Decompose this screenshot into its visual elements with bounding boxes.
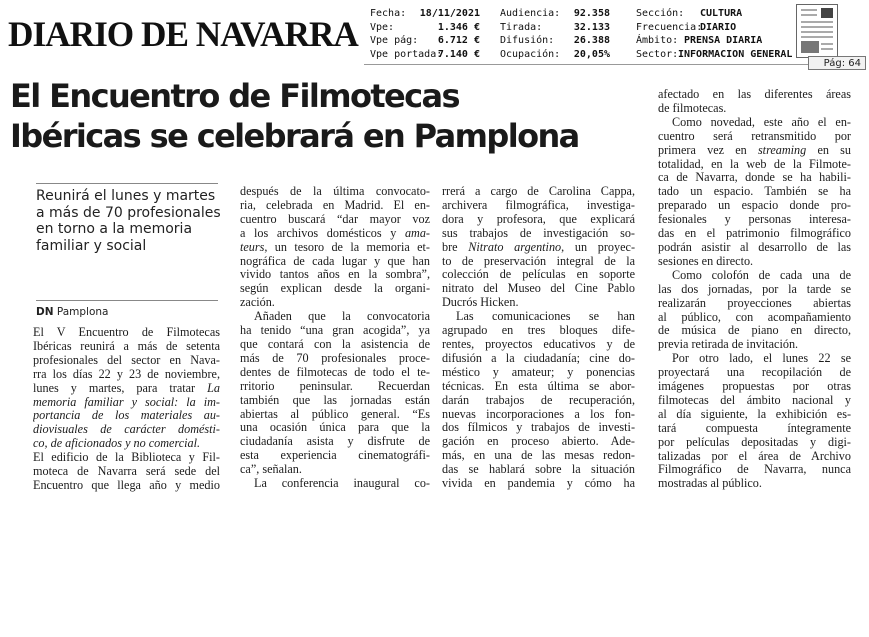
article-text-line: diovisuales de carácter domésti-	[33, 423, 220, 437]
article-text-line: Filmográfico de Navarra, nunca	[658, 463, 851, 477]
article-text-line: rrerá a cargo de Carolina Cappa,	[442, 185, 635, 198]
article-text-line: por películas depositadas y digi-	[658, 435, 851, 449]
article-text-line: to de preservación integral de la	[442, 254, 635, 268]
article-text-line: lunes y martes, para tratar La	[33, 381, 220, 395]
meta-value: 1.346 €	[437, 21, 480, 33]
article-text-line: tado un espacio. También se ha	[658, 185, 851, 199]
article-text-line: vivida en pandemia y cómo ha	[442, 477, 635, 491]
article-text-line: primera vez en streaming en su	[658, 143, 851, 157]
article-text-line: realizarán proyecciones abiertas	[658, 296, 851, 310]
thumbnail-line	[821, 43, 833, 45]
article-text-line: bre Nitrato argentino, un proyec-	[442, 240, 635, 254]
byline	[36, 306, 108, 318]
article-text-line: memoria familiar y social: la im-	[33, 395, 220, 409]
article-text-line: moteca de Navarra será sede del	[33, 465, 220, 479]
meta-value: PRENSA DIARIA	[684, 35, 763, 47]
article-text-line: rentes, proyectos educativos y de	[442, 337, 635, 351]
article-text-line: mostradas al público.	[658, 477, 762, 491]
meta-column-audience	[500, 7, 610, 61]
article-text-line: ha tenido “una gran acogida”, ya	[240, 324, 430, 338]
thumbnail-line	[801, 31, 833, 33]
article-text-line: Como novedad, este año el en-	[672, 115, 851, 129]
article-text-line: das en el patrimonio filmográfico	[658, 227, 851, 241]
meta-value: 18/11/2021	[419, 8, 480, 19]
article-text-line: al día siguiente, la exhibición es-	[658, 407, 851, 421]
byline-place: Pamplona	[56, 306, 109, 318]
article-text-line: al público, con acompañamiento	[658, 310, 851, 324]
headline-line: El Encuentro de Filmotecas	[10, 77, 459, 115]
article-text-line: El edificio de la Biblioteca y Fil-	[33, 451, 220, 465]
article-text-line: ria, celebrada en Madrid. El en-	[240, 198, 430, 212]
article-text-line: más, en una de las mesas redon-	[442, 449, 635, 463]
article-text-line: profesionales del sector en Nava-	[33, 353, 220, 367]
page-thumbnail	[796, 4, 838, 58]
meta-row: Sección: CULTURA	[636, 8, 743, 19]
article-text-line: talizadas por el área de Archivo	[658, 449, 851, 463]
article-text-line: teurs, un tesoro de la memoria et-	[240, 240, 430, 254]
article-text-line: Encuentro que llega año y medio	[33, 478, 220, 492]
article-column-1	[33, 326, 220, 493]
article-text-line: esta experiencia cinematográfi-	[240, 449, 430, 463]
header-divider	[364, 64, 808, 65]
article-text-line: El V Encuentro de Filmotecas	[33, 326, 220, 339]
meta-value: 7.140 €	[437, 48, 480, 60]
article-text-line: ciudadanía asista y disfrute de	[240, 435, 430, 449]
newspaper-masthead: DIARIO DE NAVARRA	[8, 14, 358, 54]
article-column-2	[240, 185, 430, 491]
meta-row: Audiencia: 92.358	[500, 8, 610, 19]
article-text-line: portancia de los materiales au-	[33, 409, 220, 423]
article-text-line: zación.	[240, 296, 275, 310]
article-text-line: méstico y amateur; y ponencias	[442, 365, 635, 379]
article-text-line: totalidad, en la web de la Filmote-	[658, 157, 851, 171]
article-subtitle: Reunirá el lunes y martes a más de 70 profesionales en torno a la memoria familiar y social	[36, 188, 221, 254]
article-text-line: das se hablará sobre la situación	[442, 463, 635, 477]
article-text-line: según explican desde la organi-	[240, 282, 430, 296]
article-text-line: nitrato del Museo del Cine Pablo	[442, 282, 635, 296]
article-text-line: ca de Navarra, donde se ha habili-	[658, 171, 851, 185]
article-text-line: nuevas incorporaciones a los fon-	[442, 407, 635, 421]
thumbnail-line	[801, 14, 817, 16]
article-text-line: Ducrós Hicken.	[442, 296, 519, 310]
meta-row: Ámbito: PRENSA DIARIA	[636, 35, 763, 47]
meta-row: Ocupación: 20,05%	[500, 48, 610, 60]
thumbnail-line	[801, 9, 817, 11]
article-text-line: sesiones en directo.	[658, 254, 754, 268]
meta-column-dates	[370, 7, 480, 61]
article-text-line: más de 70 profesionales proce-	[240, 351, 430, 365]
meta-value: 92.358	[573, 8, 610, 19]
meta-value: INFORMACION GENERAL	[678, 48, 793, 60]
article-text-line: ca”, señalan.	[240, 463, 302, 477]
thumbnail-image	[801, 41, 819, 53]
article-text-line: cuentro será retransmitido por	[658, 129, 851, 143]
article-text-line: una ocasión única para que la	[240, 421, 430, 435]
article-text-line: Las comunicaciones se han	[456, 310, 635, 324]
article-text-line: dora y profesora, que explicará	[442, 212, 635, 226]
thumbnail-line	[801, 21, 833, 23]
meta-value: 26.388	[573, 35, 610, 47]
article-column-3	[442, 185, 635, 491]
article-text-line: rra los días 22 y 23 de noviembre,	[33, 367, 220, 381]
article-column-4	[658, 88, 851, 491]
article-text-line: dos fílmicos y trabajos de investi-	[442, 421, 635, 435]
article-text-line: agrupado en tres bloques dife-	[442, 324, 635, 338]
thumbnail-line	[821, 48, 833, 50]
article-text-line: de música de piano en directo,	[658, 324, 851, 338]
article-text-line: archivera filmográfica, investiga-	[442, 198, 635, 212]
article-text-line: sus trabajos de investigación so-	[442, 226, 635, 240]
article-text-line: gación en proceso abierto. Ade-	[442, 435, 635, 449]
article-text-line: previa retirada de invitación.	[658, 338, 799, 352]
thumbnail-image	[821, 8, 833, 18]
article-text-line: Por otro lado, el lunes 22 se	[672, 352, 851, 366]
meta-row: Frecuencia: DIARIO	[636, 21, 737, 33]
meta-value: DIARIO	[700, 21, 737, 33]
meta-column-section	[636, 7, 796, 61]
article-text-line: afectado en las diferentes áreas	[658, 88, 851, 101]
article-text-line: a los archivos domésticos y ama-	[240, 226, 430, 240]
article-text-line: proyectará una recopilación de	[658, 366, 851, 380]
meta-row: Tirada: 32.133	[500, 21, 610, 33]
article-text-line: de filmotecas.	[658, 101, 727, 115]
subtitle-bottom-rule	[36, 300, 218, 301]
meta-row: Sector: INFORMACION GENERAL	[636, 48, 793, 60]
meta-row: Vpe pág: 6.712 €	[370, 35, 480, 47]
article-text-line: dentes de filmotecas de todo el te-	[240, 365, 430, 379]
article-text-line: después de la última convocato-	[240, 185, 430, 198]
thumbnail-line	[801, 36, 833, 38]
article-text-line: tará compuesta íntegramente	[658, 421, 851, 435]
article-text-line: Añaden que la convocatoria	[254, 310, 430, 324]
page-number: Pág: 64	[808, 56, 866, 70]
article-text-line: podrán asistir al desarrollo de las	[658, 240, 851, 254]
subtitle-top-rule	[36, 183, 218, 184]
article-text-line: difusión a la ciudadanía; cine do-	[442, 351, 635, 365]
meta-row: Vpe portada: 7.140 €	[370, 48, 480, 60]
article-text-line: nográfica de cada lugar y que han	[240, 254, 430, 268]
headline-line: Ibéricas se celebrará en Pamplona	[10, 117, 579, 155]
article-headline	[10, 76, 650, 156]
thumbnail-line	[801, 26, 833, 28]
article-text-line: cuentro buscará “dar mayor voz	[240, 212, 430, 226]
article-text-line: colección de películas en soporte	[442, 268, 635, 282]
meta-row: Vpe: 1.346 €	[370, 21, 480, 33]
article-text-line: vivido tantos años en la sombra”,	[240, 268, 430, 282]
meta-row: Fecha: 18/11/2021	[370, 8, 480, 19]
article-text-line: fesionales y personas interesa-	[658, 213, 851, 227]
article-text-line: imágenes propuestas por otras	[658, 380, 851, 394]
byline-agency: DN	[36, 306, 54, 318]
article-text-line: también que las jornadas están	[240, 393, 430, 407]
meta-row: Difusión: 26.388	[500, 35, 610, 47]
meta-value: 20,05%	[573, 48, 610, 60]
meta-value: CULTURA	[700, 8, 743, 19]
meta-value: 32.133	[573, 21, 610, 33]
article-text-line: técnicas. En esta última se abor-	[442, 379, 635, 393]
article-text-line: preparado un espacio donde pro-	[658, 199, 851, 213]
article-text-line: las dos jornadas, por la tarde se	[658, 282, 851, 296]
article-text-line: Como colofón de cada una de	[672, 268, 851, 282]
meta-value: 6.712 €	[437, 35, 480, 47]
article-text-line: que contará con la asistencia de	[240, 337, 430, 351]
article-text-line: La conferencia inaugural co-	[254, 477, 430, 491]
article-text-line: filmotecas del ámbito nacional y	[658, 393, 851, 407]
article-text-line: Ibéricas reunirá a más de setenta	[33, 339, 220, 353]
article-text-line: darán trabajos de recuperación,	[442, 393, 635, 407]
article-text-line: co, de aficionados y no comercial.	[33, 437, 201, 451]
article-text-line: rritorio peninsular. Recuerdan	[240, 379, 430, 393]
article-text-line: abiertas al público general. “Es	[240, 407, 430, 421]
